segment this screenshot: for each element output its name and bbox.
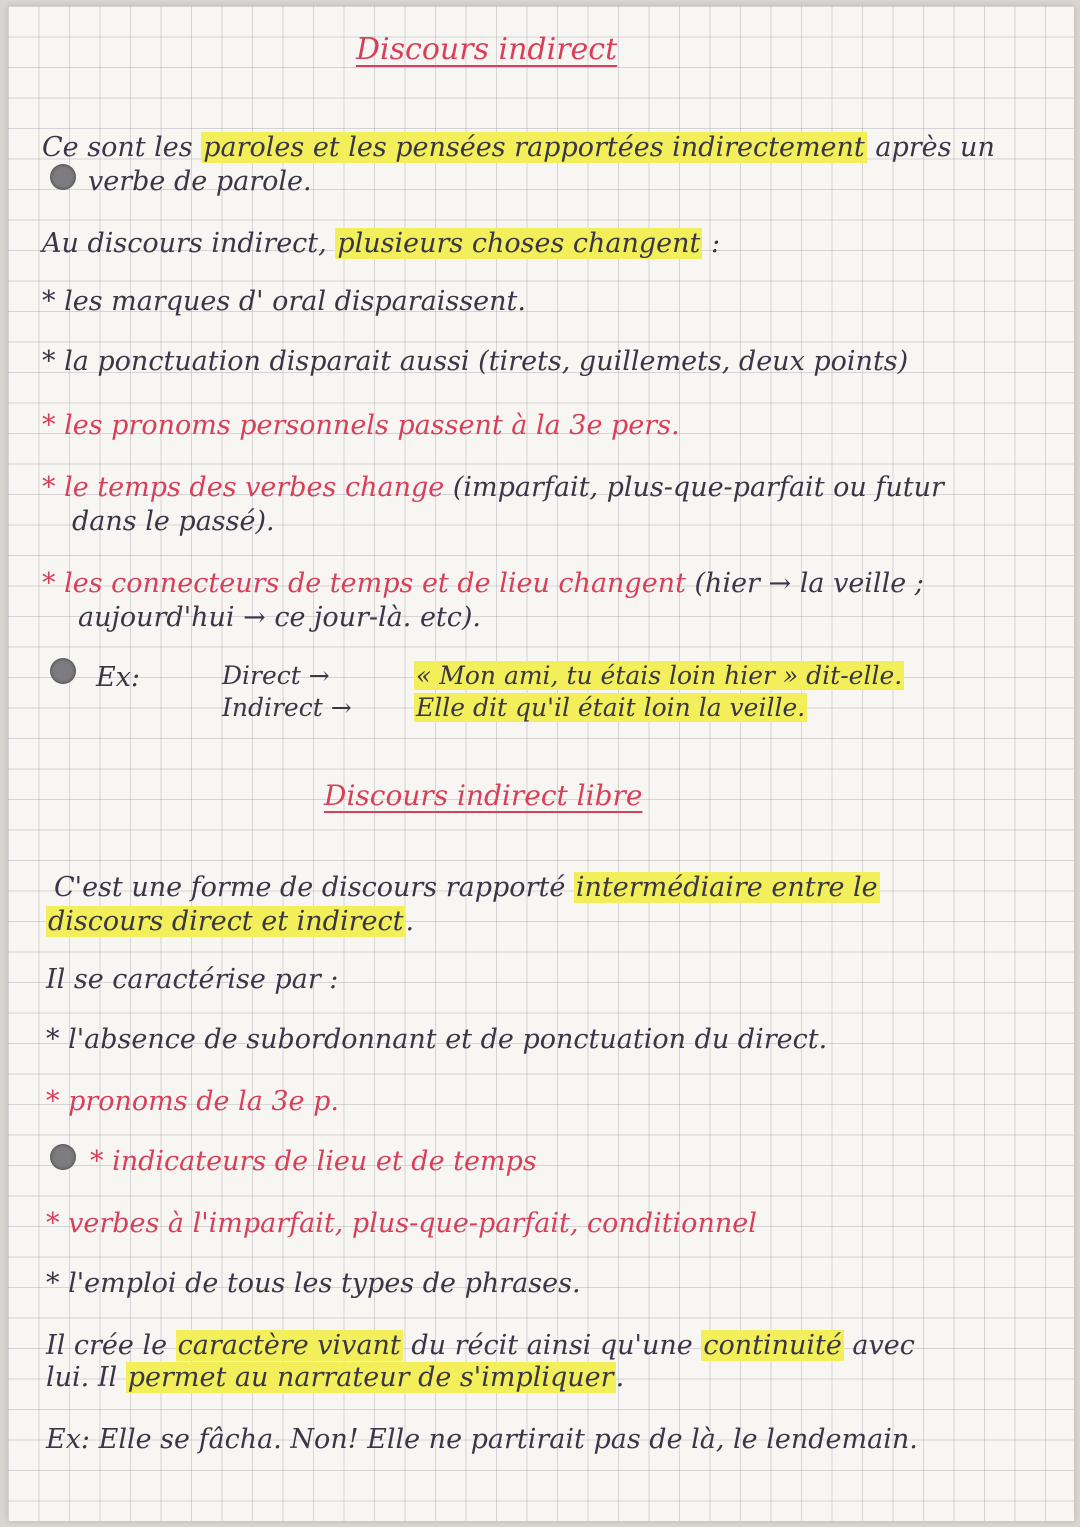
bullet-pronoms-3e: * pronoms de la 3e p.	[46, 1086, 339, 1117]
bullet-absence: * l'absence de subordonnant et de ponctuation du direct.	[46, 1024, 828, 1055]
bullet-oral: * les marques d' oral disparaissent.	[42, 286, 526, 317]
indirect-label: Indirect →	[222, 693, 352, 722]
definition-highlight-1: intermédiaire entre le	[575, 872, 878, 903]
bullet-connecteurs-detail: (hier → la veille ;	[685, 568, 924, 599]
conclusion-line-1	[46, 1330, 915, 1362]
definition-line-2	[46, 906, 414, 938]
conclusion-text-a: Il crée le	[46, 1330, 176, 1361]
changes-highlight: plusieurs choses changent	[337, 228, 701, 259]
bullet-temps-detail: (imparfait, plus-que-parfait ou futur	[444, 472, 944, 503]
final-example: Ex: Elle se fâcha. Non! Elle ne partirait pas de là, le lendemain.	[46, 1424, 918, 1455]
conclusion-highlight-3: permet au narrateur de s'impliquer	[127, 1362, 614, 1393]
bullet-temps-red: * le temps des verbes change	[42, 472, 445, 503]
intro-text: Ce sont les	[42, 132, 202, 163]
intro-highlight: paroles et les pensées rapportées indirectement	[203, 132, 865, 163]
bullet-pronoms: * les pronoms personnels passent à la 3e pers.	[42, 410, 680, 441]
page-title: Discours indirect	[356, 32, 618, 67]
intro-line-1	[42, 132, 995, 164]
bullet-ponctuation: * la ponctuation disparait aussi (tirets, guillemets, deux points)	[42, 346, 909, 377]
conclusion-period: .	[615, 1362, 625, 1393]
intro-text-end: après un	[866, 132, 995, 163]
punch-hole	[50, 1144, 76, 1170]
direct-example-text: « Mon ami, tu étais loin hier » dit-elle.	[416, 661, 903, 690]
changes-colon: :	[702, 228, 721, 259]
definition-highlight-2: discours direct et indirect	[48, 906, 404, 937]
indirect-example	[414, 692, 807, 724]
conclusion-text-d: lui. Il	[46, 1362, 126, 1393]
bullet-temps	[42, 472, 944, 504]
conclusion-highlight-1: caractère vivant	[177, 1330, 401, 1361]
changes-heading	[42, 228, 720, 260]
direct-label: Direct →	[222, 661, 330, 690]
indirect-example-text: Elle dit qu'il était loin la veille.	[416, 693, 806, 722]
bullet-connecteurs-line-2: aujourd'hui → ce jour-là. etc).	[78, 602, 482, 633]
bullet-temps-line-2: dans le passé).	[72, 506, 275, 537]
bullet-verbes: * verbes à l'imparfait, plus-que-parfait, conditionnel	[46, 1208, 757, 1239]
conclusion-text-c: avec	[843, 1330, 915, 1361]
intro-line-2: verbe de parole.	[88, 166, 312, 197]
bullet-types-phrases: * l'emploi de tous les types de phrases.	[46, 1268, 581, 1299]
punch-hole	[50, 658, 76, 684]
changes-text: Au discours indirect,	[42, 228, 336, 259]
conclusion-text-b: du récit ainsi qu'une	[402, 1330, 702, 1361]
punch-hole	[50, 164, 76, 190]
section-title-libre: Discours indirect libre	[324, 779, 643, 812]
definition-period: .	[405, 906, 415, 937]
bullet-connecteurs	[42, 568, 924, 600]
conclusion-line-2	[46, 1362, 624, 1394]
definition-text: C'est une forme de discours rapporté	[54, 872, 574, 903]
bullet-indicateurs: * indicateurs de lieu et de temps	[90, 1146, 537, 1177]
example-label: Ex:	[96, 662, 141, 693]
direct-example	[414, 660, 904, 692]
definition-line-1	[54, 872, 880, 904]
bullet-connecteurs-red: * les connecteurs de temps et de lieu changent	[42, 568, 686, 599]
conclusion-highlight-2: continuité	[703, 1330, 842, 1361]
caracterise-heading: Il se caractérise par :	[46, 964, 339, 995]
notebook-page	[8, 6, 1074, 1521]
